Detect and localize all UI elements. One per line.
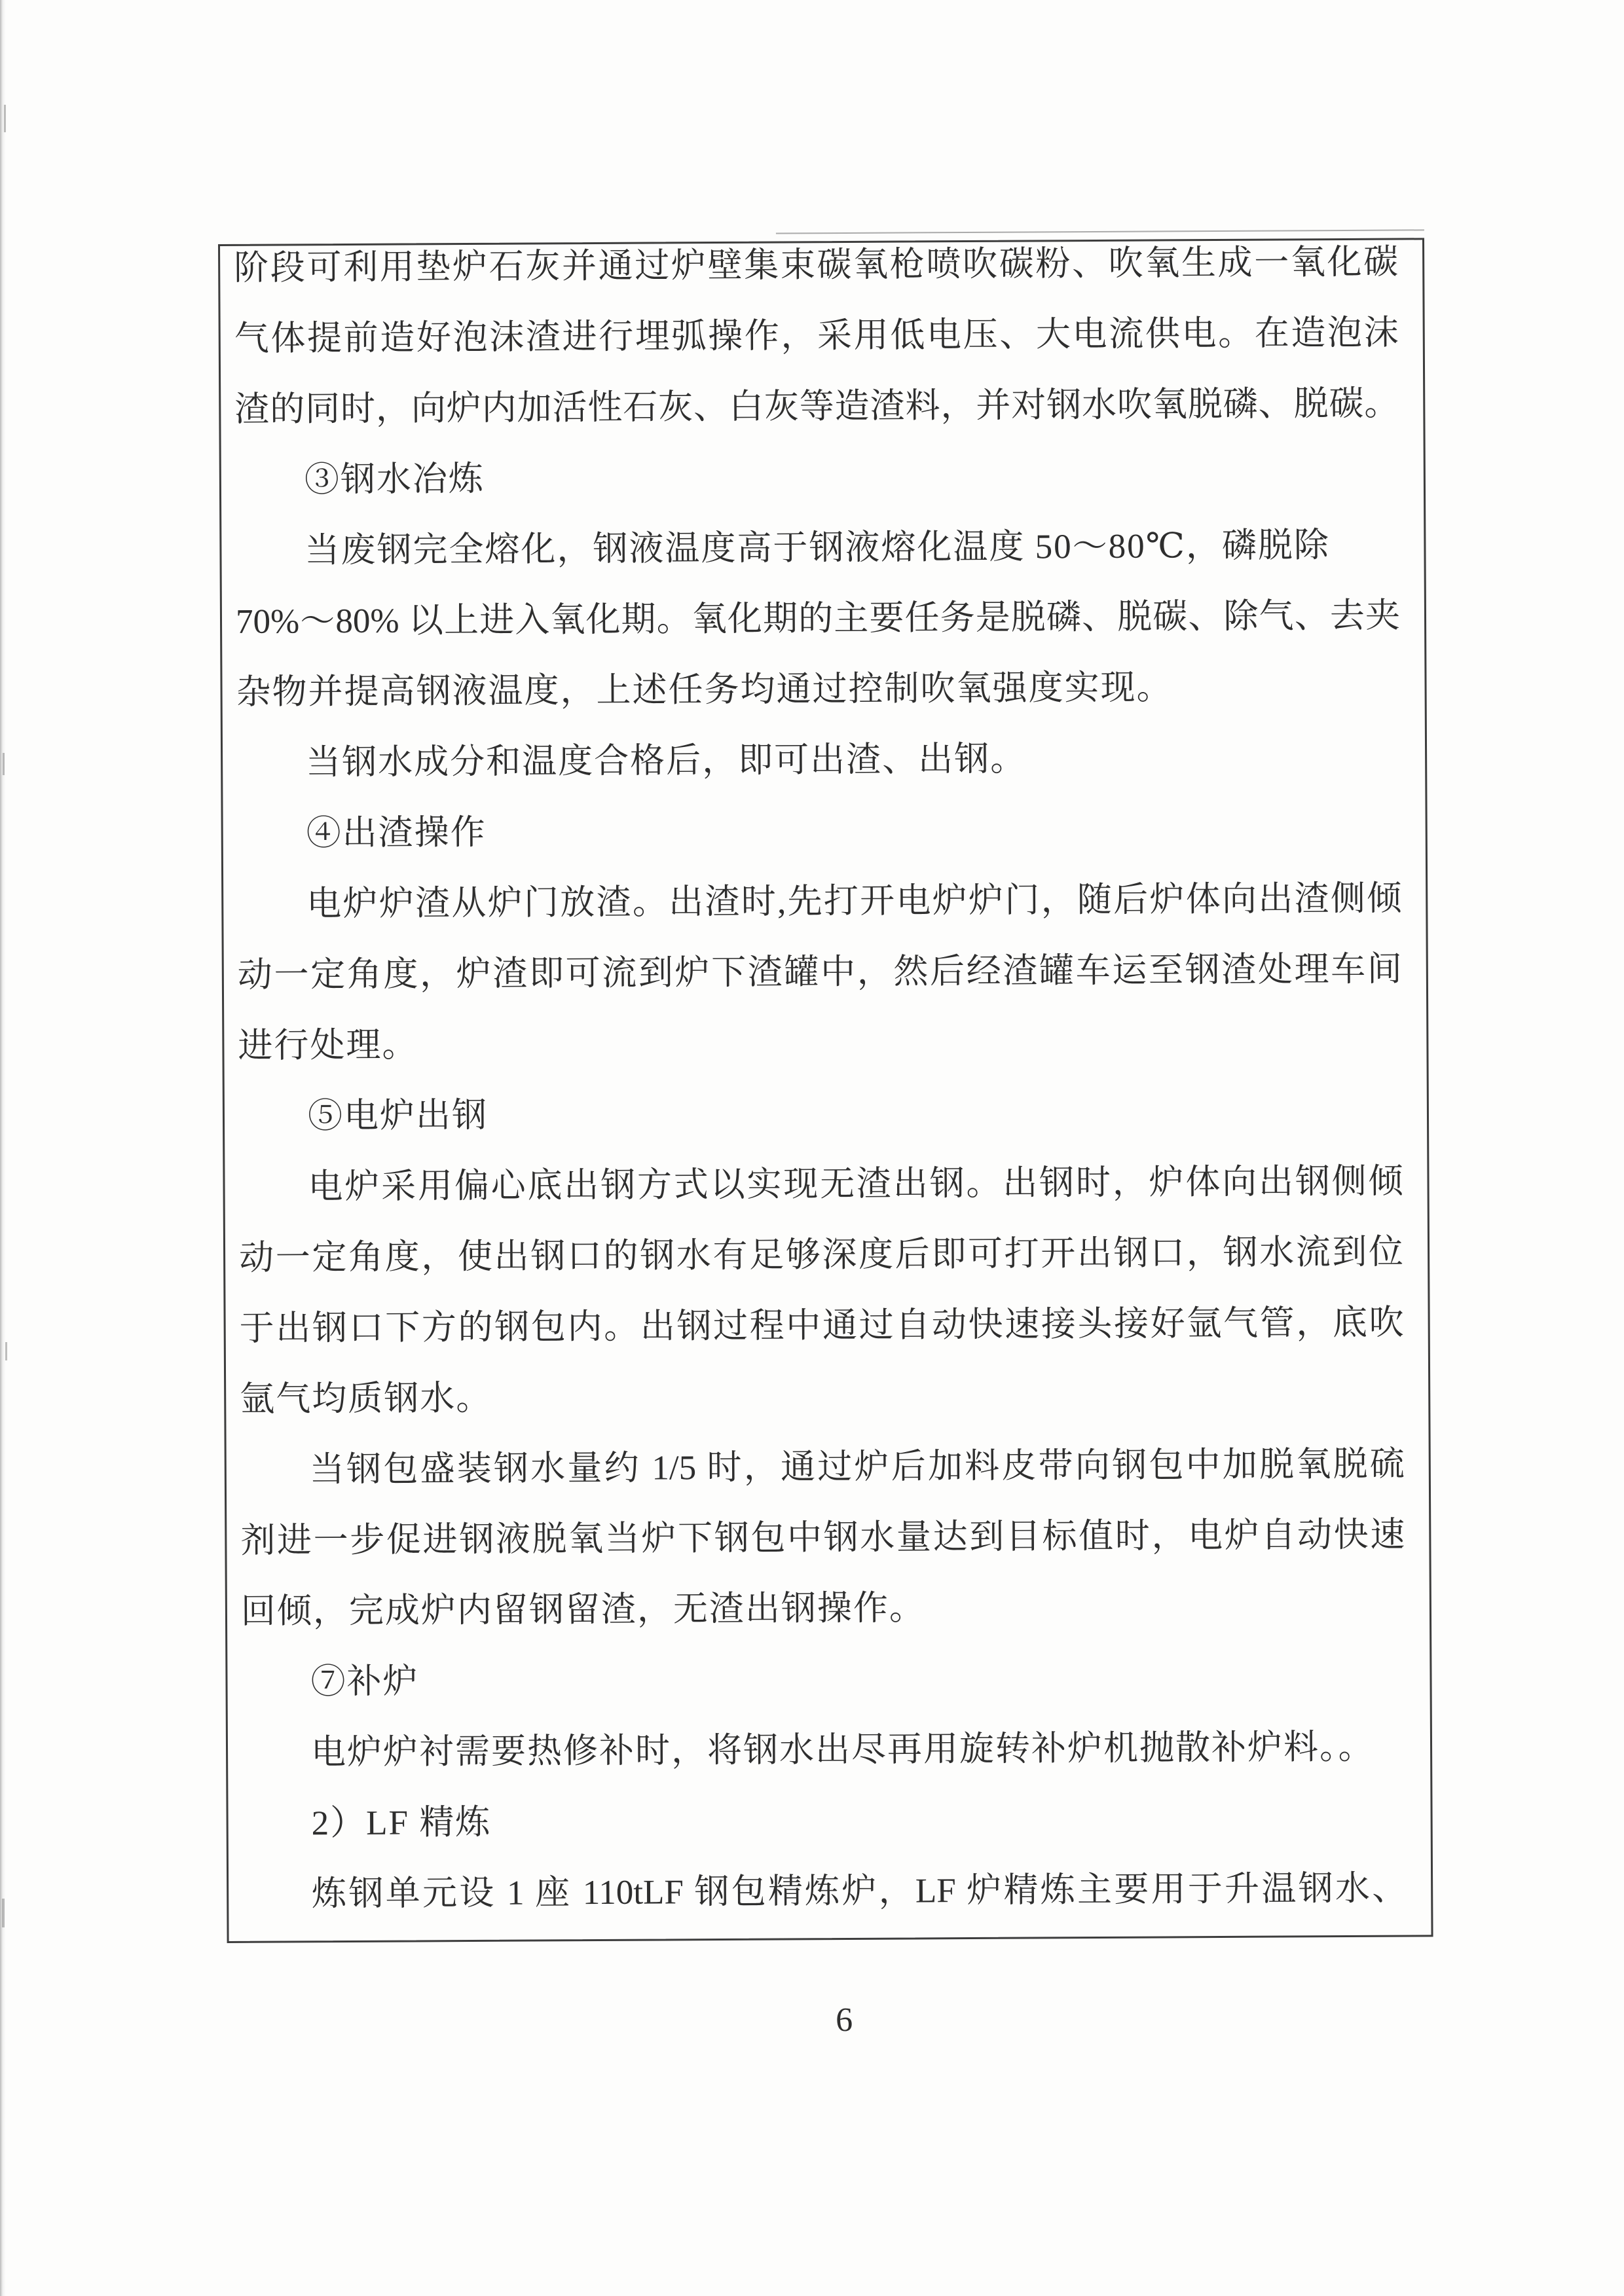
text-line: 动一定角度，炉渣即可流到炉下渣罐中，然后经渣罐车运至钢渣处理车间 (237, 950, 1402, 994)
text-line: 阶段可利用垫炉石灰并通过炉壁集束碳氧枪喷吹碳粉、吹氧生成一氧化碳 (234, 243, 1399, 287)
text-line: 氩气均质钢水。 (240, 1379, 492, 1419)
text-line: 动一定角度，使出钢口的钢水有足够深度后即可打开出钢口，钢水流到位 (238, 1233, 1404, 1277)
document-text (234, 227, 1407, 1930)
text-line: 70%～80% 以上进入氧化期。氧化期的主要任务是脱磷、脱碳、除气、去夹 (235, 596, 1401, 641)
text-line: 电炉炉衬需要热修补时，将钢水出尽再用旋转补炉机抛散补炉料。。 (310, 1728, 1375, 1772)
page-content (218, 238, 1433, 2039)
text-line: 炼钢单元设 1 座 110tLF 钢包精炼炉，LF 炉精炼主要用于升温钢水、 (312, 1869, 1407, 1914)
text-line: 电炉炉渣从炉门放渣。出渣时,先打开电炉炉门，随后炉体向出渣侧倾 (306, 879, 1402, 924)
text-line: 回倾，完成炉内留钢留渣，无渣出钢操作。 (240, 1589, 926, 1631)
text-line: 气体提前造好泡沫渣进行埋弧操作，采用低电压、大电流供电。在造泡沫 (234, 314, 1399, 358)
scan-speck (3, 753, 5, 775)
text-line: 进行处理。 (238, 1026, 418, 1065)
text-line: ⑤电炉出钢 (307, 1096, 489, 1136)
text-line: 电炉采用偏心底出钢方式以实现无渣出钢。出钢时，炉体向出钢侧倾 (308, 1162, 1403, 1207)
text-line: ④出渣操作 (306, 813, 487, 853)
text-line: 2）LF 精炼 (311, 1803, 492, 1843)
text-line: 当钢包盛装钢水量约 1/5 时，通过炉后加料皮带向钢包中加脱氧脱硫 (309, 1445, 1405, 1489)
text-line: 当废钢完全熔化，钢液温度高于钢液熔化温度 50～80℃，磷脱除 (304, 526, 1331, 570)
text-line: 渣的同时，向炉内加活性石灰、白灰等造渣料，并对钢水吹氧脱磷、脱碳。 (234, 384, 1399, 429)
scan-speck (4, 105, 6, 132)
text-line: ⑦补炉 (310, 1662, 419, 1702)
scan-speck (2, 1899, 5, 1927)
text-line: ③钢水冶炼 (304, 460, 485, 500)
text-line: 于出钢口下方的钢包内。出钢过程中通过自动快速接头接好氩气管，底吹 (239, 1303, 1404, 1348)
page-number: 6 (836, 2001, 853, 2039)
text-line: 剂进一步促进钢液脱氧当炉下钢包中钢水量达到目标值时，电炉自动快速 (240, 1516, 1405, 1560)
scan-speck (5, 1342, 7, 1360)
scan-edge-streak (0, 0, 5, 2296)
text-line: 当钢水成分和温度合格后，即可出渣、出钢。 (305, 740, 1027, 782)
text-line: 杂物并提高钢液温度，上述任务均通过控制吹氧强度实现。 (236, 668, 1173, 712)
